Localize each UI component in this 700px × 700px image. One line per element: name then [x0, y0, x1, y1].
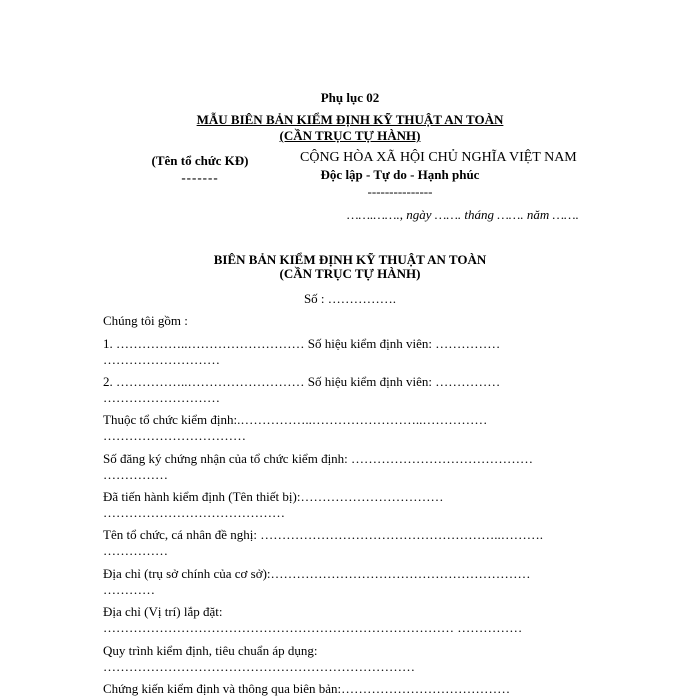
inspector-2-line: 2. ……………..……………………… Số hiệu kiểm định viên: ……………	[103, 374, 501, 389]
install-location-continuation: ……………………………………………………………………… ……………	[103, 620, 523, 635]
date-line: …….……., ngày ……. tháng ……. năm …….	[347, 207, 579, 222]
witness-line: Chứng kiến kiểm định và thông qua biên bản:…………………………………	[103, 681, 511, 696]
document-title: BIÊN BẢN KIỂM ĐỊNH KỸ THUẬT AN TOÀN	[213, 252, 487, 267]
country-name: CỘNG HÒA XÃ HỘI CHỦ NGHĨA VIỆT NAM	[300, 150, 577, 165]
org-line: Thuộc tổ chức kiểm định:.……………..……………………..……………	[103, 412, 488, 427]
document-subtitle: (CẦN TRỤC TỰ HÀNH)	[279, 266, 421, 281]
template-title: MẪU BIÊN BẢN KIỂM ĐỊNH KỸ THUẬT AN TOÀN	[196, 112, 504, 127]
requester-line: Tên tổ chức, cá nhân đề nghị: ………………………………………………..……….	[103, 527, 543, 542]
address-line: Địa chỉ (trụ sở chính của cơ sở):……………………………………………………	[103, 566, 531, 581]
inspector-2-continuation: ………………………	[103, 390, 220, 405]
requester-continuation: ……………	[103, 543, 168, 558]
motto-divider: ---------------	[367, 184, 433, 199]
procedure-continuation: ………………………………………………………………	[103, 659, 415, 674]
national-motto: Độc lập - Tự do - Hạnh phúc	[320, 167, 480, 182]
address-continuation: …………	[103, 582, 155, 597]
intro-text: Chúng tôi gồm :	[103, 313, 188, 328]
device-continuation: ……………………………………	[103, 505, 285, 520]
template-subtitle: (CẦN TRỤC TỰ HÀNH)	[279, 128, 421, 143]
org-divider: -------	[181, 170, 219, 185]
inspector-1-line: 1. ……………..……………………… Số hiệu kiểm định viên: ……………	[103, 336, 501, 351]
appendix-label: Phụ lục 02	[320, 90, 380, 105]
procedure-line: Quy trình kiểm định, tiêu chuẩn áp dụng:	[103, 643, 318, 658]
document-number: Số : …………….	[303, 291, 397, 306]
org-name: (Tên tổ chức KĐ)	[151, 153, 249, 168]
install-location-line: Địa chỉ (Vị trí) lắp đặt:	[103, 604, 223, 619]
device-line: Đã tiến hành kiểm định (Tên thiết bị):……………………………	[103, 489, 444, 504]
cert-number-continuation: ……………	[103, 467, 168, 482]
cert-number-line: Số đăng ký chứng nhận của tổ chức kiểm định: ……………………………………	[103, 451, 534, 466]
inspector-1-continuation: ………………………	[103, 352, 220, 367]
org-continuation: ……………………………	[103, 428, 246, 443]
